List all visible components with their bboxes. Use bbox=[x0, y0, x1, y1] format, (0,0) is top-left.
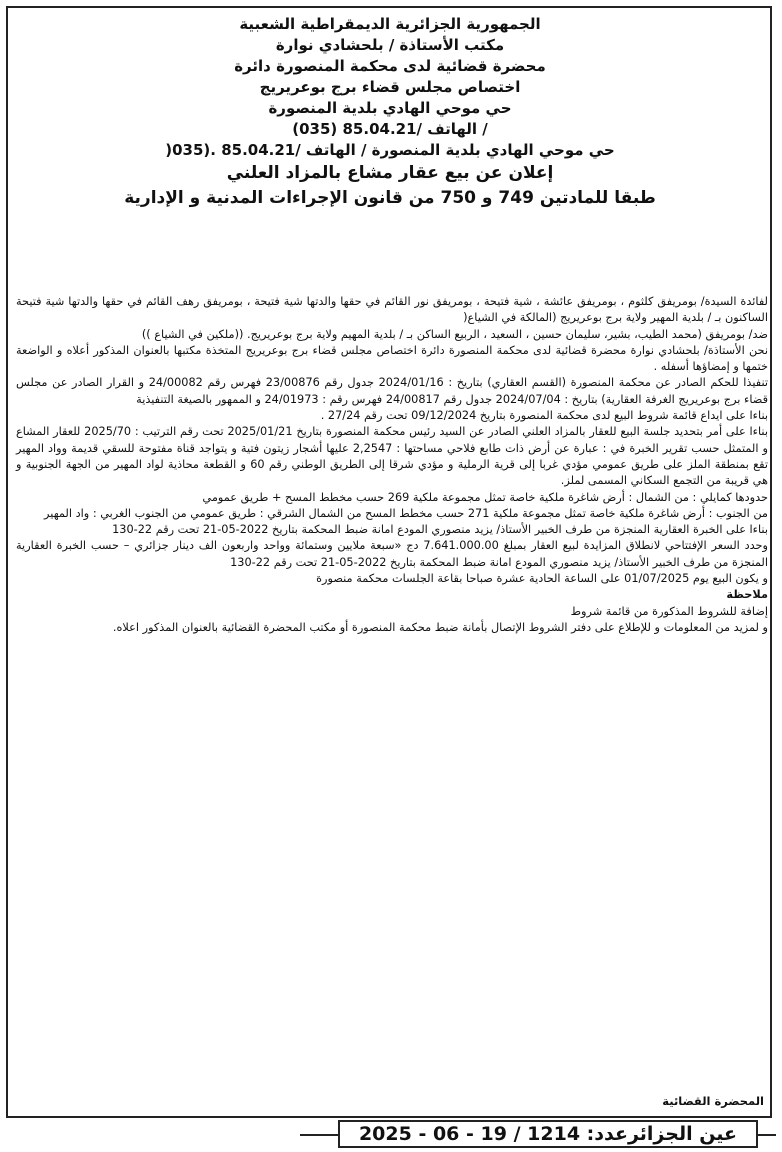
header-line-jurisdiction: اختصاص مجلس قضاء برج بوعريريج bbox=[259, 78, 521, 96]
paragraph-note: إضافة للشروط المذكورة من قائمة شروط bbox=[570, 604, 768, 618]
paragraph-property: بناءا على أمر بتحديد جلسة البيع للعقار بالمزاد العلني الصادر عن السيد رئيس محكمة المنصورة بتاريخ 2025/01/21 تحت رقم الترتيب : 2025/70 للعقار المشاع و المتمثل حسب تقرير الخبرة في : عبارة عن أرض ذات طابع فلاحي مساحتها : 2,2547 عليها أشجار زيتون فتية و يتواجد قناة مفتوحة للسقي قديمة وواد المهير تقع بمنطقة الملز على طريق عمومي مؤدي غربا إلى قرية الرملية و مؤدي شرقا إلى الطريق الوطني رقم 60 و القطعة محاذية لواد المهير من الجهة الجنوبية و هي قريبة من التجمع السكاني المسمى لملز. bbox=[16, 425, 768, 488]
notice-legal-basis: طبقا للمادتين 749 و 750 من قانون الإجراءات المدنية و الإدارية bbox=[124, 188, 656, 208]
notice-body bbox=[16, 294, 768, 636]
paragraph-against: ضد/ بومريفق (محمد الطيب، بشير، سليمان حسين ، السعيد ، الربيع الساكن بـ / بلدية المهيم ولاية برج بوعريريج. ((ملكين في الشياع )) bbox=[141, 327, 768, 341]
header-line-address: حي موحي الهادي بلدية المنصورة bbox=[268, 99, 512, 117]
footer-rule-left bbox=[300, 1134, 340, 1136]
paragraph-sale-date: و يكون البيع يوم 01/07/2025 على الساعة الحادية عشرة صباحا بقاعة الجلسات محكمة منصورة bbox=[316, 572, 768, 586]
paragraph-price: وحدد السعر الإفتتاحي لانطلاق المزايدة لبيع العقار بمبلغ 7.641.000.00 دج «سبعة ملايين وستمائة وواحد واربعون الف دينار جزائري – حسب الخبرة العقارية المنجزة من طرف الخبير الأستاذ/ يزيد منصوري المودع امانة ضبط المحكمة بتاريخ 2022-05-21 تحت رقم 22-130 bbox=[16, 539, 768, 569]
paragraph-bounds-south: من الجنوب : أرض شاغرة ملكية خاصة تمثل مجموعة ملكية 271 حسب مخطط المسح من الشمال الشرقي : طريق عمومي من الجنوب الغربي : واد المهير bbox=[44, 506, 768, 520]
paragraph-expertise: بناءا على الخبرة العقارية المنجزة من طرف الخبير الأستاذ/ يزيد منصوري المودع امانة ضبط المحكمة بتاريخ 2022-05-21 تحت رقم 22-130 bbox=[112, 523, 768, 537]
notice-header bbox=[10, 14, 770, 211]
header-line-bailiff: محضرة قضائية لدى محكمة المنصورة دائرة bbox=[234, 57, 546, 75]
paragraph-more-info: و لمزيد من المعلومات و للإطلاع على دفتر الشروط الإتصال بأمانة ضبط محكمة المنصورة أو مكتب المحضرة القضائية بالعنوان المذكور اعلاه. bbox=[112, 620, 768, 634]
publication-reference: عين الجزائرعدد: 1214 / 19 - 06 - 2025 bbox=[338, 1120, 758, 1148]
signature: المحضرة القضائية bbox=[662, 1094, 764, 1108]
header-line-office: مكتب الأستاذة / بلحشادي نوارة bbox=[275, 36, 505, 54]
header-line-phone: / الهاتف /85.04.21 (035) bbox=[292, 120, 488, 138]
header-line-address-phone: حي موحي الهادي بلدية المنصورة / الهاتف /85.04.21 .(035( bbox=[165, 141, 615, 159]
note-heading: ملاحظة bbox=[726, 588, 768, 602]
paragraph-judgment: تنفيذا للحكم الصادر عن محكمة المنصورة (القسم العقاري) بتاريخ : 2024/01/16 جدول رقم 23/00876 فهرس رقم 24/00082 و القرار الصادر عن مجلس قضاء برج بوعريريج الغرفة العقارية) بتاريخ : 2024/07/04 جدول رقم 24/00817 فهرس رقم : 24/01973 و الممهور بالصيغة التنفيذية bbox=[16, 376, 768, 406]
paragraph-conditions-deposit: بناءا على ايداع قائمة شروط البيع لدى محكمة المنصورة بتاريخ 09/12/2024 تحت رقم 27/24 . bbox=[320, 409, 768, 423]
footer-rule-right bbox=[756, 1134, 776, 1136]
notice-title: إعلان عن بيع عقار مشاع بالمزاد العلني bbox=[226, 163, 554, 183]
header-line-state: الجمهورية الجزائرية الديمقراطية الشعبية bbox=[239, 15, 541, 33]
paragraph-beneficiaries: لفائدة السيدة/ بومريفق كلثوم ، بومريفق عائشة ، شية فتيحة ، بومريفق نور القائم في حقها والدتها شية فتيحة ، بومريفق رهف القائم في حقها والدتها شية فتيحة الساكنون بـ / بلدية المهير ولاية برج بوعريريج (المالكة في الشياع( bbox=[16, 295, 768, 325]
paragraph-bailiff: نحن الأستاذة/ بلحشادي نوارة محضرة قضائية لدى محكمة المنصورة دائرة اختصاص مجلس قضاء برج بوعريريج المتخذة مكتبها بالعنوان المذكور أعلاه و الواضعة ختمها و إمضاؤها أسفله . bbox=[16, 343, 768, 374]
paragraph-bounds-north: حدودها كمايلي : من الشمال : أرض شاغرة ملكية خاصة تمثل مجموعة ملكية 269 حسب مخطط المسح + طريق عمومي bbox=[202, 490, 768, 504]
